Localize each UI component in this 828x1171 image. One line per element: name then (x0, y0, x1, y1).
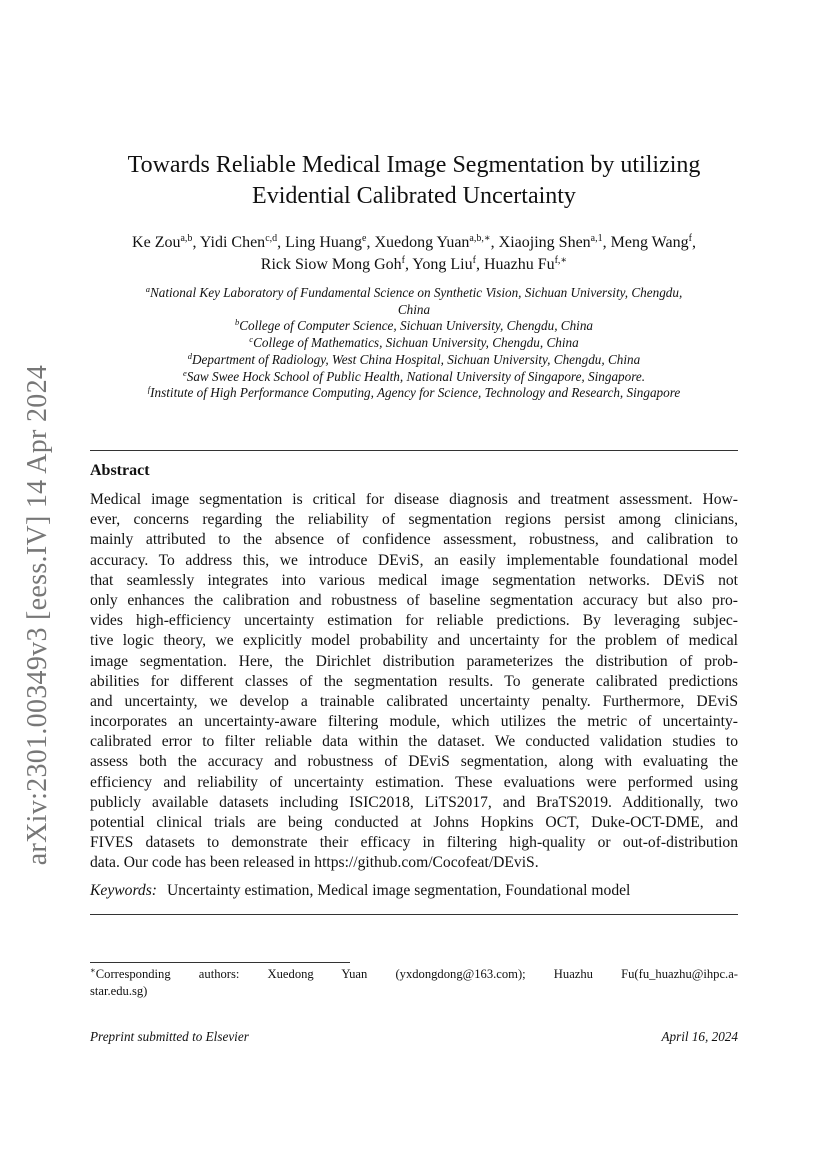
abstract-line: ever, concerns regarding the reliability of segmentation regions persist among clinicians, (90, 511, 738, 529)
author-affiliation-marker: a,b,∗ (469, 233, 491, 244)
affiliation-item (90, 318, 738, 335)
footnote-rule (90, 962, 350, 963)
abstract-line: abilities for different classes of the segmentation results. To generate calibrated predictions (90, 672, 738, 690)
affiliation-marker: d (187, 350, 192, 361)
author-name: Yidi Chen (199, 234, 266, 251)
abstract-line: publicly available datasets including ISIC2018, LiTS2017, and BraTS2019. Additionally, two (90, 793, 738, 811)
abstract-line: vides high-efficiency uncertainty estimation for reliable predictions. By leveraging subjec- (90, 612, 738, 630)
keywords-text: Uncertainty estimation, Medical image segmentation, Foundational model (167, 882, 631, 899)
abstract-line: potential clinical trials are being conducted at Johns Hopkins OCT, Duke-OCT-DME, and (90, 814, 738, 831)
author-name: Ke Zou (132, 234, 181, 251)
abstract-bottom-rule (90, 914, 738, 915)
affiliation-text: Saw Swee Hock School of Public Health, National University of Singapore, Singapore. (186, 368, 646, 384)
affiliation-text: College of Mathematics, Sichuan University, Chengdu, China (253, 335, 579, 351)
abstract-line: FIVES datasets to demonstrate their efficacy in filtering high-quality or out-of-distribution (90, 834, 738, 852)
affiliation-item (90, 352, 738, 369)
keywords-label: Keywords: (90, 882, 157, 899)
footnote-marker: ∗ (90, 965, 96, 975)
author-line-2: Rick Siow Mong Goh$^f$, Yong Liu$^f$, Huazhu $Fu^{f,∗}$ (260, 255, 568, 273)
title-line-2: Evidential Calibrated Uncertainty (252, 183, 576, 209)
footnote-line-2: star.edu.sg) (90, 984, 148, 998)
submission-date: April 16, 2024 (661, 1029, 738, 1044)
affiliation-marker: c (249, 334, 254, 345)
abstract-line: efficiency and reliability of uncertainty estimation. These evaluations were performed using (90, 773, 738, 791)
author-affiliation-marker: a,1 (590, 233, 603, 244)
affiliation-list (90, 285, 738, 402)
author-name: Yong Liu (412, 256, 473, 273)
affiliation-item (90, 369, 738, 386)
author-affiliation-marker: f (472, 255, 476, 266)
author-affiliation-marker: f,∗ (554, 255, 568, 266)
abstract-line: and uncertainty, we develop a trainable calibrated uncertainty penalty. Furthermore, DEviS (90, 692, 738, 710)
affiliation-item (90, 385, 738, 402)
abstract-line: mainly attributed to the absence of confidence assessment, robustness, and calibration to (90, 531, 738, 549)
preprint-note: Preprint submitted to Elsevier (90, 1029, 249, 1044)
abstract-line: Medical image segmentation is critical for disease diagnosis and treatment assessment. How- (90, 491, 738, 508)
author-affiliation-marker: f (688, 233, 692, 244)
affiliation-item (90, 285, 738, 302)
footnote (90, 966, 738, 1000)
affiliation-continuation: China (397, 301, 431, 317)
abstract-heading: Abstract (90, 462, 150, 479)
abstract-line: tive logic theory, we explicitly model probability and uncertainty for the problem of medical (90, 632, 738, 650)
author-name: Meng Wang (610, 234, 689, 251)
author-affiliation-marker: e (362, 233, 367, 244)
abstract-line: incorporates an uncertainty-aware filtering module, which utilizes the metric of uncertainty- (90, 713, 738, 731)
affiliation-marker: e (182, 367, 187, 378)
author-affiliation-marker: f (401, 255, 406, 266)
abstract-line: that seamlessly integrates into various medical image segmentation networks. DEviS not (90, 571, 738, 589)
arxiv-identifier-stamp: arXiv:2301.00349v3 [eess.IV] 14 Apr 2024 (22, 364, 53, 866)
affiliation-marker: b (234, 317, 240, 328)
author-list (90, 232, 738, 276)
author-affiliation-marker: c,d (265, 233, 278, 244)
abstract-top-rule (90, 450, 738, 451)
abstract-body (90, 490, 738, 874)
abstract-line: only enhances the calibration and robustness of baseline segmentation accuracy but also pro- (90, 591, 738, 609)
author-name: Xiaojing Shen (498, 234, 591, 251)
abstract-line: image segmentation. Here, the Dirichlet distribution parameterizes the distribution of prob- (90, 652, 738, 670)
author-name: Ling Huang (285, 234, 363, 251)
affiliation-text: Department of Radiology, West China Hospital, Sichuan University, Chengdu, China (192, 351, 641, 367)
affiliation-marker: a (145, 284, 150, 294)
footnote-line-1 (90, 966, 738, 983)
title-line-1: Towards Reliable Medical Image Segmentation by utilizing (127, 152, 701, 178)
affiliation-text: National Key Laboratory of Fundamental Science on Synthetic Vision, Sichuan University, Chengdu, (149, 285, 683, 300)
affiliation-text: Institute of High Performance Computing, Agency for Science, Technology and Research, Singapore (150, 385, 681, 401)
abstract-line: data. Our code has been released in https://github.com/Cocofeat/DEviS. (90, 854, 539, 872)
abstract-line: calibrated error to filter reliable data within the dataset. We conducted validation studies to (90, 733, 738, 751)
author-line-1: Ke Zou$^{a,b}$, Yidi Chen$^{c,d}$, Ling Huang$^e$, Xuedong Yuan$^{a,b,∗}$, Xiaojing Shen$^{a,1}$, Meng Wang$^f$, (132, 233, 696, 251)
affiliation-text: College of Computer Science, Sichuan University, Chengdu, China (239, 318, 594, 334)
author-name: Xuedong Yuan (374, 234, 470, 251)
author-affiliation-marker: a,b (180, 233, 193, 244)
author-name: Rick Siow Mong Goh (260, 256, 402, 273)
abstract-line: assess both the accuracy and robustness of DEviS segmentation, along with evaluating the (90, 753, 738, 771)
affiliation-marker: f (147, 384, 151, 395)
affiliation-item (90, 335, 738, 352)
author-name: Huazhu Fu (483, 256, 555, 273)
keywords (90, 882, 630, 900)
paper-title (90, 150, 738, 212)
footnote-text: Corresponding authors: Xuedong Yuan (yxdongdong@163.com); Huazhu Fu(fu_huazhu@ihpc.a- (95, 967, 738, 981)
abstract-line: accuracy. To address this, we introduce DEviS, an easily implementable foundational model (90, 551, 738, 569)
